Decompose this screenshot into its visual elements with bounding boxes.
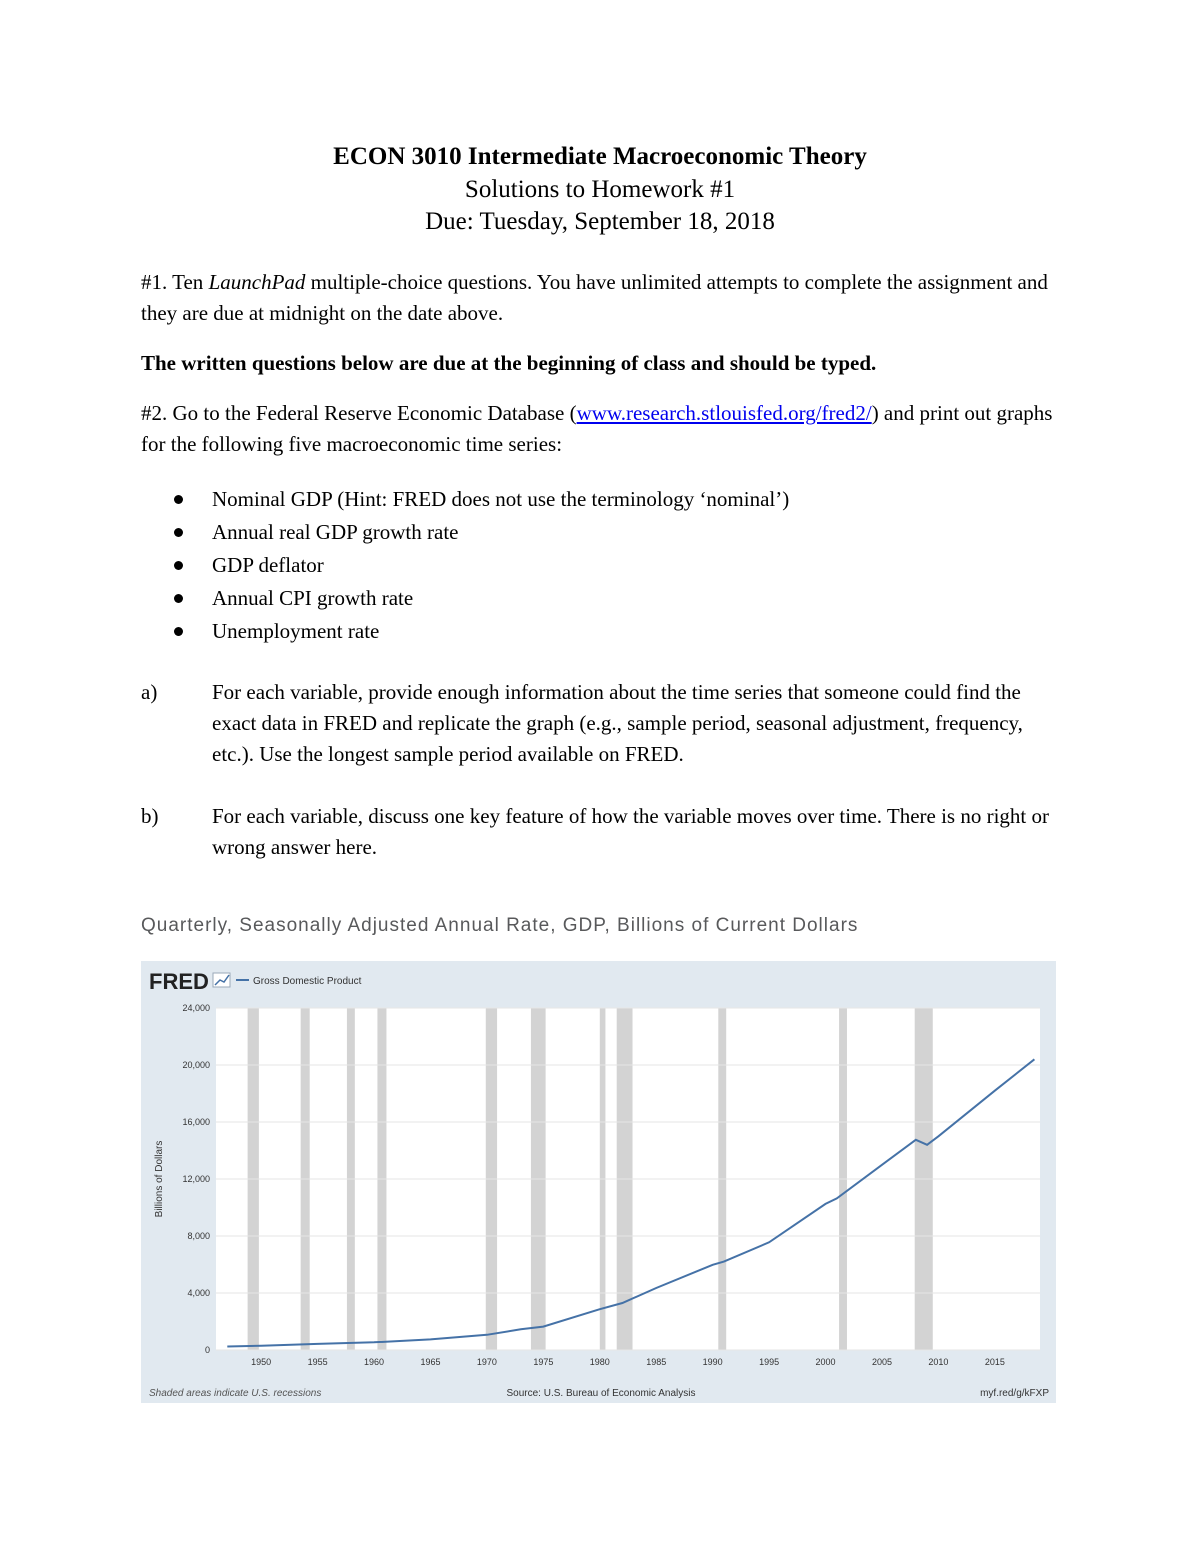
fred-chart — [141, 961, 1056, 1403]
y-tick-label: 24,000 — [182, 1003, 210, 1013]
question-2-prefix: #2. Go to the Federal Reserve Economic Database ( — [141, 401, 577, 425]
x-tick-label: 1980 — [589, 1357, 610, 1367]
list-item: GDP deflator — [141, 549, 789, 582]
x-tick-label: 2015 — [984, 1357, 1005, 1367]
written-notice: The written questions below are due at the beginning of class and should be typed. — [141, 351, 877, 375]
list-item: Nominal GDP (Hint: FRED does not use the terminology ‘nominal’) — [141, 483, 789, 516]
part-a-text: For each variable, provide enough information about the time series that someone could find the exact data in FRED and replicate the graph (e.g., sample period, seasonal adjustment, frequency, etc.). Use the longest sample period available on FRED. — [212, 680, 1023, 766]
x-tick-label: 1970 — [476, 1357, 497, 1367]
list-item: Annual real GDP growth rate — [141, 516, 789, 549]
part-a — [141, 677, 1061, 770]
question-2 — [141, 398, 1061, 460]
short-url[interactable]: myf.red/g/kFXP — [980, 1388, 1049, 1399]
y-tick-label: 4,000 — [187, 1288, 210, 1298]
fred-logo-icon — [213, 973, 230, 987]
x-axis-ticks — [251, 1357, 1005, 1367]
list-item: Unemployment rate — [141, 615, 789, 648]
document-subtitle: Solutions to Homework #1 — [464, 176, 736, 203]
x-tick-label: 1990 — [702, 1357, 723, 1367]
recession-note: Shaded areas indicate U.S. recessions — [149, 1388, 322, 1399]
x-tick-label: 1955 — [307, 1357, 328, 1367]
y-tick-label: 0 — [204, 1345, 210, 1355]
x-tick-label: 2010 — [928, 1357, 949, 1367]
x-tick-label: 2005 — [871, 1357, 892, 1367]
y-axis-ticks — [182, 1003, 210, 1355]
chart-caption: Quarterly, Seasonally Adjusted Annual Rate, GDP, Billions of Current Dollars — [141, 915, 859, 936]
x-tick-label: 1965 — [420, 1357, 441, 1367]
question-1-text: multiple-choice questions. You have unlimited attempts to complete the assignment and they are due at midnight on the date above. — [141, 270, 1048, 325]
x-tick-label: 2000 — [815, 1357, 836, 1367]
legend-label: Gross Domestic Product — [253, 976, 362, 987]
y-tick-label: 8,000 — [187, 1231, 210, 1241]
x-tick-label: 1995 — [759, 1357, 780, 1367]
y-axis-label: Billions of Dollars — [154, 1140, 165, 1218]
list-item: Annual CPI growth rate — [141, 582, 789, 615]
launchpad-name: LaunchPad — [208, 270, 306, 294]
x-tick-label: 1960 — [364, 1357, 385, 1367]
part-b-text: For each variable, discuss one key feature of how the variable moves over time. There is no right or wrong answer here. — [212, 804, 1050, 859]
x-tick-label: 1975 — [533, 1357, 554, 1367]
due-date: Due: Tuesday, September 18, 2018 — [425, 208, 775, 235]
x-tick-label: 1950 — [251, 1357, 272, 1367]
y-tick-label: 20,000 — [182, 1060, 210, 1070]
part-b — [141, 801, 1061, 863]
document-title: ECON 3010 Intermediate Macroeconomic Theory — [333, 143, 867, 170]
fred-link[interactable]: www.research.stlouisfed.org/fred2/ — [576, 401, 872, 425]
fred-chart-svg — [141, 961, 1056, 1403]
part-a-label: a) — [141, 680, 158, 704]
question-1-prefix: #1. Ten — [141, 270, 209, 294]
question-2-suffix: ) and print out graphs for the following five macroeconomic time series: — [141, 401, 1053, 456]
series-list — [141, 483, 789, 648]
fred-logo: FRED — [149, 969, 209, 994]
y-tick-label: 16,000 — [182, 1117, 210, 1127]
source-note: Source: U.S. Bureau of Economic Analysis — [506, 1388, 696, 1399]
x-tick-label: 1985 — [646, 1357, 667, 1367]
y-tick-label: 12,000 — [182, 1174, 210, 1184]
question-1 — [141, 267, 1061, 329]
part-b-label: b) — [141, 804, 159, 828]
